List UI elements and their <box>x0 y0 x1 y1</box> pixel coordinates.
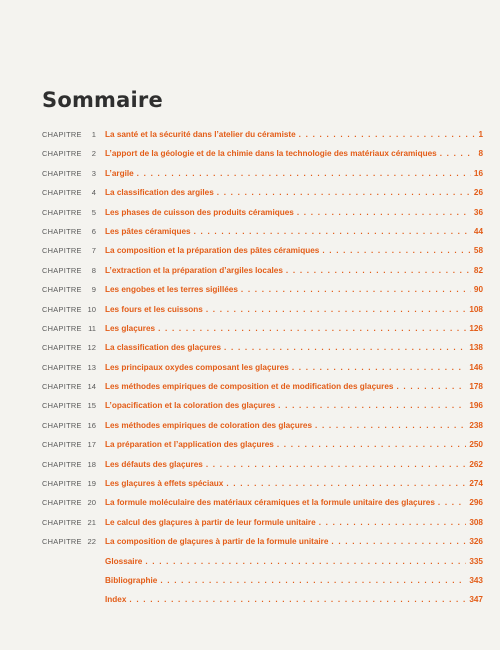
page-number: 335 <box>469 556 483 566</box>
chapter-label: CHAPITRE <box>42 401 82 411</box>
page-number: 108 <box>469 304 483 314</box>
chapter-number: 12 <box>87 343 96 353</box>
dot-leader <box>322 241 471 260</box>
page-title: Sommaire <box>42 88 163 112</box>
chapter-number: 9 <box>91 285 96 295</box>
chapter-label: CHAPITRE <box>42 343 82 353</box>
chapter-title: L’opacification et la coloration des glaçures <box>105 401 276 411</box>
chapter-number: 1 <box>91 130 96 139</box>
page-number: 146 <box>469 362 483 372</box>
chapter-number: 18 <box>87 459 96 469</box>
page-number: 326 <box>469 537 483 547</box>
chapter-number: 13 <box>87 362 96 372</box>
page-number: 90 <box>473 285 483 295</box>
chapter-number: 21 <box>87 517 96 527</box>
page-number: 44 <box>473 226 483 236</box>
toc-entry[interactable] <box>42 280 483 299</box>
page-number: 82 <box>473 265 483 275</box>
chapter-label: CHAPITRE <box>42 382 82 392</box>
chapter-label: CHAPITRE <box>42 440 82 450</box>
chapter-title: La composition et la préparation des pâtes céramiques <box>105 246 320 256</box>
dot-leader <box>277 435 467 454</box>
dot-leader <box>224 338 466 357</box>
dot-leader <box>396 377 466 396</box>
toc-extra-entry[interactable] <box>42 590 483 609</box>
toc-entry[interactable] <box>42 532 483 551</box>
page-number: 196 <box>469 401 483 411</box>
toc-entry[interactable] <box>42 164 483 183</box>
page-number: 1 <box>478 130 483 139</box>
chapter-label: CHAPITRE <box>42 188 82 198</box>
toc-entry[interactable] <box>42 144 483 163</box>
dot-leader <box>292 358 466 377</box>
chapter-label: CHAPITRE <box>42 265 82 275</box>
toc-entry[interactable] <box>42 241 483 260</box>
chapter-number: 14 <box>87 382 96 392</box>
section-title: Glossaire <box>105 556 143 566</box>
chapter-number: 19 <box>87 479 96 489</box>
chapter-label: CHAPITRE <box>42 323 82 333</box>
dot-leader <box>319 513 467 532</box>
page-number: 16 <box>473 168 483 178</box>
chapter-number: 22 <box>87 537 96 547</box>
page-number: 296 <box>469 498 483 508</box>
section-title: Bibliographie <box>105 575 158 585</box>
chapter-number: 11 <box>88 323 96 333</box>
table-of-contents <box>42 125 483 610</box>
toc-entry[interactable] <box>42 493 483 512</box>
chapter-title: Les défauts des glaçures <box>105 459 203 469</box>
chapter-title: La santé et la sécurité dans l’atelier du céramiste <box>105 130 296 139</box>
dot-leader <box>206 300 466 319</box>
toc-entry[interactable] <box>42 513 483 532</box>
chapter-title: Les glaçures <box>105 323 156 333</box>
chapter-label: CHAPITRE <box>42 479 82 489</box>
chapter-label: CHAPITRE <box>42 285 82 295</box>
toc-entry[interactable] <box>42 338 483 357</box>
chapter-title: La formule moléculaire des matériaux céramiques et la formule unitaire des glaçures <box>105 498 435 508</box>
toc-entry[interactable] <box>42 319 483 338</box>
chapter-title: Le calcul des glaçures à partir de leur formule unitaire <box>105 517 316 527</box>
chapter-number: 8 <box>91 265 96 275</box>
dot-leader <box>299 125 476 144</box>
dot-leader <box>160 571 466 590</box>
page-number: 178 <box>469 382 483 392</box>
chapter-title: L’argile <box>105 168 134 178</box>
chapter-number: 17 <box>87 440 96 450</box>
chapter-label: CHAPITRE <box>42 168 82 178</box>
chapter-title: La composition de glaçures à partir de la formule unitaire <box>105 537 329 547</box>
toc-entry[interactable] <box>42 261 483 280</box>
dot-leader <box>158 319 466 338</box>
page-number: 8 <box>478 149 483 159</box>
dot-leader <box>278 396 466 415</box>
toc-entry[interactable] <box>42 377 483 396</box>
chapter-label: CHAPITRE <box>42 459 82 469</box>
dot-leader <box>297 203 471 222</box>
toc-entry[interactable] <box>42 455 483 474</box>
toc-entry[interactable] <box>42 474 483 493</box>
chapter-title: La préparation et l’application des glaçures <box>105 440 274 450</box>
chapter-number: 15 <box>87 401 96 411</box>
chapter-number: 7 <box>91 246 96 256</box>
chapter-title: La classification des argiles <box>105 188 214 198</box>
page-number: 274 <box>469 479 483 489</box>
page-number: 262 <box>469 459 483 469</box>
chapter-title: Les méthodes empiriques de coloration des glaçures <box>105 420 313 430</box>
dot-leader <box>206 455 466 474</box>
dot-leader <box>286 261 471 280</box>
dot-leader <box>331 532 466 551</box>
toc-entry[interactable] <box>42 183 483 202</box>
toc-entry[interactable] <box>42 416 483 435</box>
toc-extra-entry[interactable] <box>42 571 483 590</box>
chapter-label: CHAPITRE <box>42 207 82 217</box>
chapter-number: 6 <box>91 226 96 236</box>
chapter-label: CHAPITRE <box>42 420 82 430</box>
chapter-label: CHAPITRE <box>42 130 82 139</box>
chapter-number: 2 <box>91 149 96 159</box>
chapter-title: Les phases de cuisson des produits céramiques <box>105 207 294 217</box>
chapter-label: CHAPITRE <box>42 517 82 527</box>
dot-leader <box>315 416 466 435</box>
toc-entry[interactable] <box>42 125 483 144</box>
chapter-label: CHAPITRE <box>42 537 82 547</box>
toc-entry[interactable] <box>42 358 483 377</box>
toc-entry[interactable] <box>42 396 483 415</box>
chapter-title: Les pâtes céramiques <box>105 226 191 236</box>
chapter-label: CHAPITRE <box>42 304 82 314</box>
page-number: 26 <box>473 188 483 198</box>
page-number: 308 <box>469 517 483 527</box>
dot-leader <box>241 280 471 299</box>
chapter-number: 10 <box>87 304 96 314</box>
toc-entry[interactable] <box>42 300 483 319</box>
chapter-number: 4 <box>91 188 96 198</box>
chapter-title: Les principaux oxydes composant les glaçures <box>105 362 289 372</box>
page-number: 58 <box>473 246 483 256</box>
dot-leader <box>440 144 476 163</box>
chapter-number: 3 <box>91 168 96 178</box>
chapter-number: 20 <box>87 498 96 508</box>
dot-leader <box>145 552 466 571</box>
chapter-title: Les fours et les cuissons <box>105 304 203 314</box>
dot-leader <box>217 183 471 202</box>
chapter-title: L’apport de la géologie et de la chimie dans la technologie des matériaux céramiques <box>105 149 437 159</box>
dot-leader <box>129 590 466 609</box>
toc-entry[interactable] <box>42 222 483 241</box>
chapter-label: CHAPITRE <box>42 226 82 236</box>
chapter-title: Les engobes et les terres sigillées <box>105 285 238 295</box>
chapter-label: CHAPITRE <box>42 362 82 372</box>
chapter-label: CHAPITRE <box>42 149 82 159</box>
toc-extra-entry[interactable] <box>42 552 483 571</box>
chapter-title: Les glaçures à effets spéciaux <box>105 479 224 489</box>
chapter-title: La classification des glaçures <box>105 343 222 353</box>
page-number: 238 <box>469 420 483 430</box>
toc-entry[interactable] <box>42 435 483 454</box>
dot-leader <box>226 474 466 493</box>
page-number: 347 <box>469 595 483 605</box>
page-number: 343 <box>469 575 483 585</box>
dot-leader <box>137 164 471 183</box>
page-number: 138 <box>469 343 483 353</box>
dot-leader <box>194 222 471 241</box>
toc-entry[interactable] <box>42 203 483 222</box>
chapter-label: CHAPITRE <box>42 498 82 508</box>
page-number: 126 <box>469 323 483 333</box>
chapter-number: 16 <box>87 420 96 430</box>
dot-leader <box>438 493 466 512</box>
section-title: Index <box>105 595 127 605</box>
chapter-label: CHAPITRE <box>42 246 82 256</box>
chapter-number: 5 <box>91 207 96 217</box>
chapter-title: Les méthodes empiriques de composition et de modification des glaçures <box>105 382 394 392</box>
page-number: 36 <box>473 207 483 217</box>
page-number: 250 <box>469 440 483 450</box>
chapter-title: L’extraction et la préparation d’argiles locales <box>105 265 283 275</box>
